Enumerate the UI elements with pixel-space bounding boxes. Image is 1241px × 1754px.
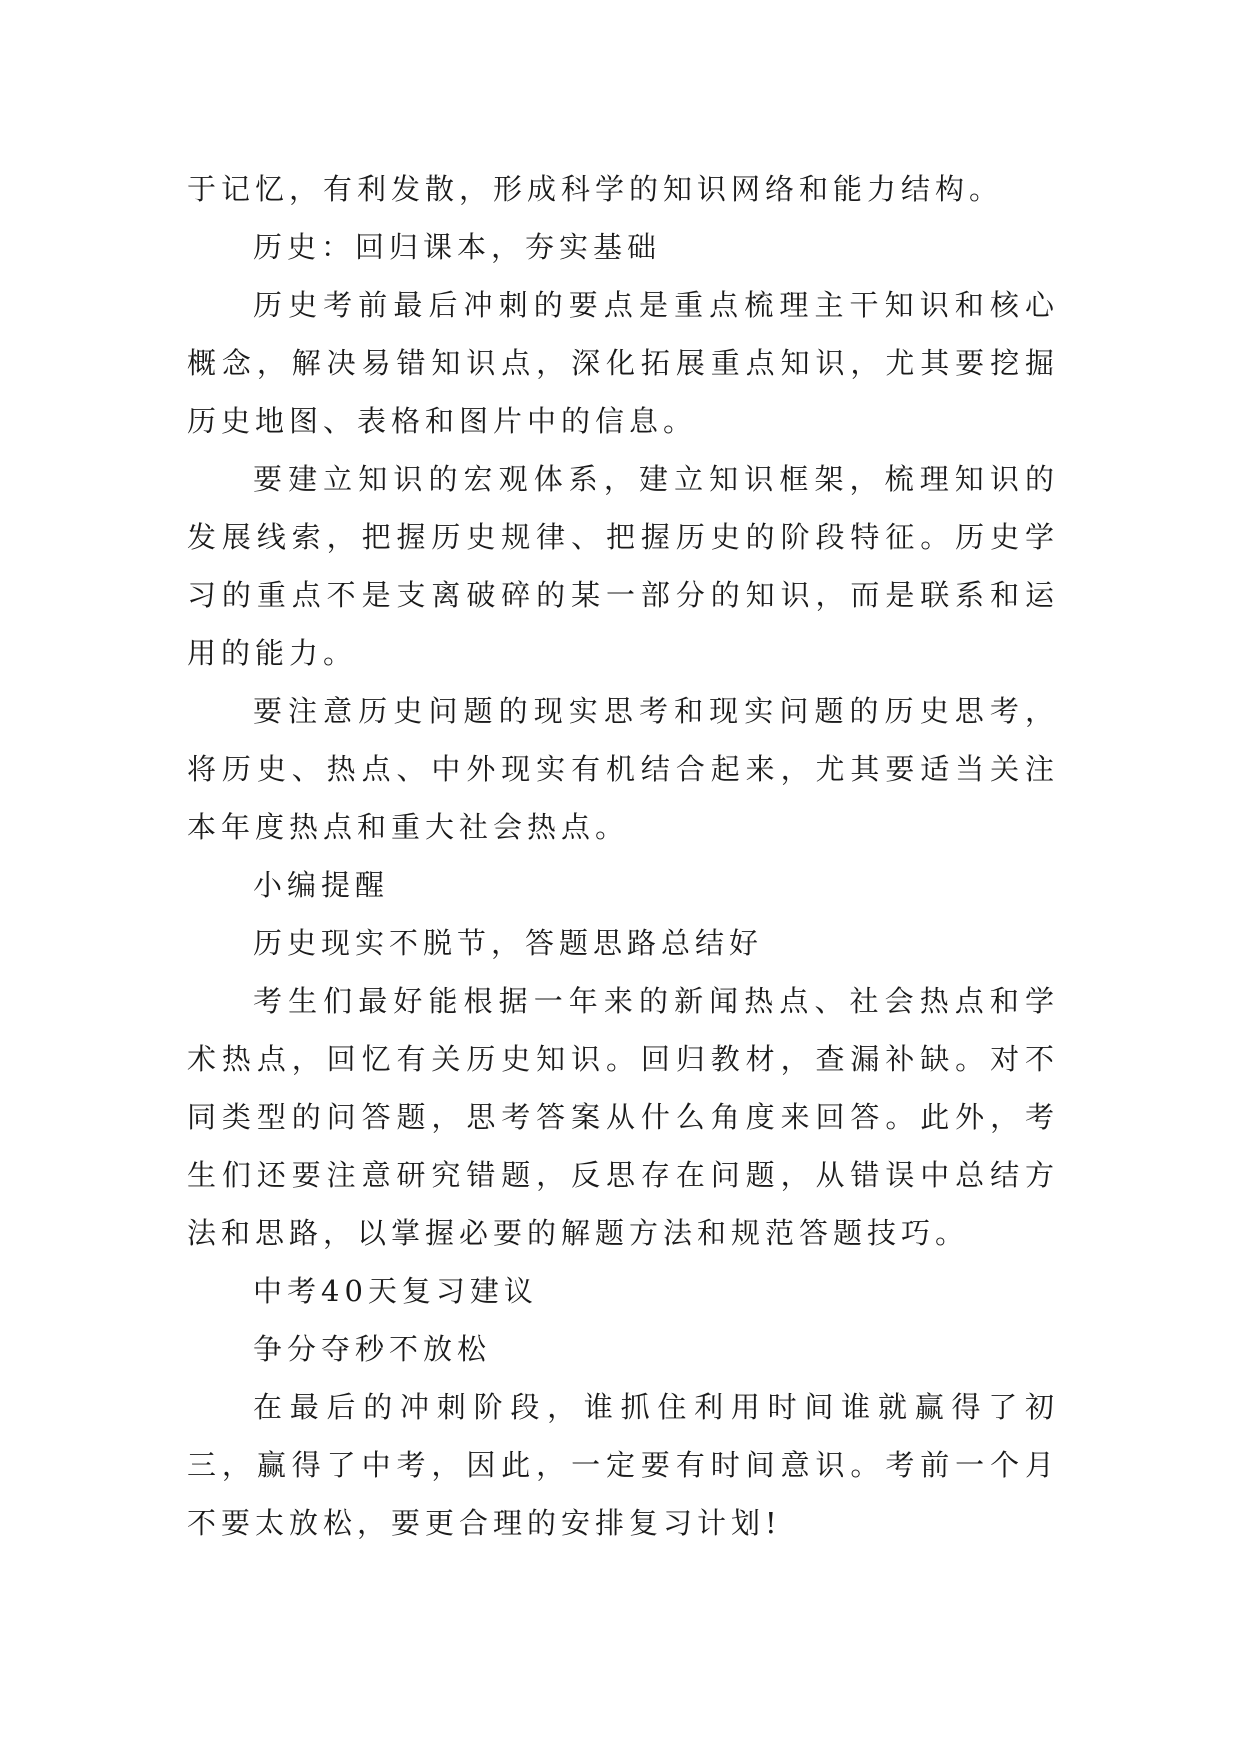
subheading-answer-tips: 历史现实不脱节，答题思路总结好 <box>253 926 764 960</box>
paragraph-3: 历史考前最后冲刺的要点是重点梳理主干知识和核心概念，解决易错知识点，深化拓展重点知识，尤其要挖掘历史地图、表格和图片中的信息。 <box>187 288 1059 438</box>
document-body <box>187 160 1059 1552</box>
section-heading-40-days: 中考40天复习建议 <box>253 1274 538 1308</box>
section-heading-history: 历史：回归课本，夯实基础 <box>253 230 662 264</box>
paragraph-1: 于记忆，有利发散，形成科学的知识网络和能力结构。 <box>187 172 1004 206</box>
paragraph-11: 在最后的冲刺阶段，谁抓住利用时间谁就赢得了初三，赢得了中考，因此，一定要有时间意识。考前一个月不要太放松，要更合理的安排复习计划! <box>187 1390 1059 1540</box>
section-heading-reminder: 小编提醒 <box>253 868 390 902</box>
paragraph-8: 考生们最好能根据一年来的新闻热点、社会热点和学术热点，回忆有关历史知识。回归教材，查漏补缺。对不同类型的问答题，思考答案从什么角度来回答。此外，考生们还要注意研究错题，反思存在问题，从错误中总结方法和思路，以掌握必要的解题方法和规范答题技巧。 <box>187 984 1059 1250</box>
subheading-time: 争分夺秒不放松 <box>253 1332 492 1366</box>
paragraph-4: 要建立知识的宏观体系，建立知识框架，梳理知识的发展线索，把握历史规律、把握历史的阶段特征。历史学习的重点不是支离破碎的某一部分的知识，而是联系和运用的能力。 <box>187 462 1059 670</box>
paragraph-5: 要注意历史问题的现实思考和现实问题的历史思考，将历史、热点、中外现实有机结合起来，尤其要适当关注本年度热点和重大社会热点。 <box>187 694 1059 844</box>
